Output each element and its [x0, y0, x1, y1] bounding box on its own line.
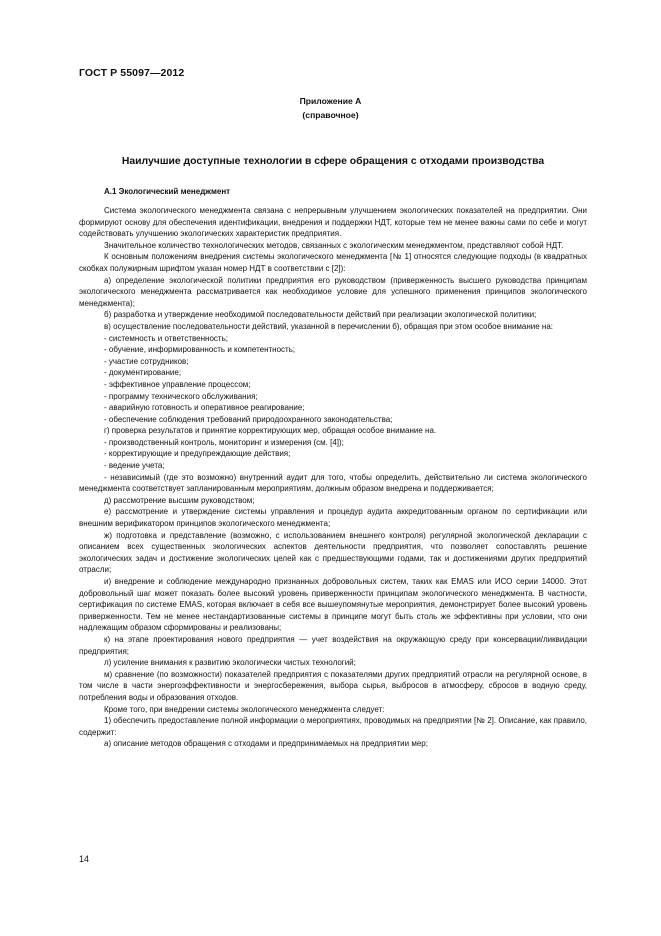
- bullet-item: - документирование;: [104, 368, 182, 378]
- document-header: ГОСТ Р 55097—2012: [79, 67, 185, 79]
- list-item: а) определение экологической политики предприятия его руководством (приверженность высшего руководства принципам экологического менеджмента рассматривается как необходимое условие для успешного применения принципов экологического менеджмента);: [79, 275, 587, 308]
- paragraph: Кроме того, при внедрении системы экологического менеджмента следует:: [104, 704, 385, 714]
- annex-type: (справочное): [302, 110, 359, 120]
- bullet-item: - эффективное управление процессом;: [104, 379, 251, 389]
- bullet-item: - обучение, информированность и компетентность;: [104, 345, 296, 355]
- annex-label: Приложение А: [299, 96, 362, 106]
- page-title: Наилучшие доступные технологии в сфере обращения с отходами производства: [121, 156, 545, 167]
- list-item: д) рассмотрение высшим руководством;: [104, 495, 255, 505]
- bullet-item: - аварийную готовность и оперативное реагирование;: [104, 403, 305, 413]
- list-item: а) описание методов обращения с отходами и предпринимаемых на предприятии мер;: [104, 739, 428, 749]
- bullet-item: - корректирующие и предупреждающие действия;: [104, 449, 291, 459]
- page-number: 14: [79, 854, 90, 864]
- list-item: ж) подготовка и представление (возможно, с использованием внешнего контроля) регулярной экологической декларации с описанием всех существенных экологических аспектов деятельности предприятия, что позволяет сопоставлять решение экологических задач и достижение экологических целей как с предшествующими годами, так и достижениями других предприятий отрасли;: [79, 530, 587, 575]
- bullet-item: - системность и ответственность;: [104, 333, 228, 343]
- annex-heading: [0, 94, 661, 122]
- list-item: б) разработка и утверждение необходимой последовательности действий при реализации экологической политики;: [104, 310, 537, 320]
- bullet-item: - производственный контроль, мониторинг и измерения (см. [4]);: [104, 437, 344, 447]
- list-item: г) проверка результатов и принятие корректирующих мер, обращая особое внимание на.: [104, 426, 437, 436]
- list-item: в) осуществление последовательности действий, указанной в перечислении б), обращая при этом особое внимание на:: [104, 321, 554, 331]
- bullet-item: - обеспечение соблюдения требований природоохранного законодательства;: [104, 414, 393, 424]
- bullet-item: - программу технического обслуживания;: [104, 391, 258, 401]
- list-item: л) усиление внимания к развитию экологически чистых технологий;: [104, 658, 356, 668]
- list-item: е) рассмотрение и утверждение системы управления и процедур аудита аккредитованным органом по сертификации или внешним верификатором принципов экологического менеджмента;: [79, 507, 587, 529]
- bullet-item: - участие сотрудников;: [104, 356, 189, 366]
- bullet-item: - независимый (где это возможно) внутренний аудит для того, чтобы определить, действительно ли система экологического менеджмента соответствует запланированным мероприятиям, должным образом внедрена и поддерживается;: [79, 472, 587, 494]
- paragraph: Значительное количество технологических методов, связанных с экологическим менеджментом, представляют собой НДТ.: [104, 240, 564, 250]
- bullet-item: - ведение учета;: [104, 461, 165, 471]
- paragraph: Система экологического менеджмента связана с непрерывным улучшением экологических показателей на предприятии. Они формируют основу для обеспечения идентификации, внедрения и поддержки НДТ, которые тем не менее важны сами по себе и могут содействовать улучшению экологических характеристик предприятия.: [79, 206, 587, 239]
- body-text: [79, 205, 587, 750]
- list-item: м) сравнение (по возможности) показателей предприятия с показателями других предприятий отрасли на регулярной основе, в том числе в части энергоэффективности и энергосбережения, выбора сырья, выбросов в атмосферу, сбросов в водную среду, потребления воды и образования отходов.: [79, 669, 587, 702]
- list-item: к) на этапе проектирования нового предприятия — учет воздействия на окружающую среду при консервации/ликвидации предприятия;: [79, 634, 587, 656]
- paragraph: К основным положениям внедрения системы экологического менеджмента [№ 1] относятся следующие подходы (в квадратных скобках полужирным шрифтом указан номер НДТ в соответствии с [2]):: [79, 252, 587, 273]
- list-item: 1) обеспечить предоставление полной информации о мероприятиях, проводимых на предприятии [№ 2]. Описание, как правило, содержит:: [79, 716, 587, 737]
- section-heading: А.1 Экологический менеджмент: [104, 187, 231, 196]
- list-item: и) внедрение и соблюдение международно признанных добровольных систем, таких как EMAS или ИСО серии 14000. Этот добровольный шаг может показать более высокий уровень приверженности принципам экологического менеджмента. В частности, сертификация по системе EMAS, которая включает в себя все вышеупомянутые мероприятия, демонстрирует более высокий уровень приверженности. Тем не менее нестандартизованные системы в принципе могут быть столь же эффективны при условии, что они надлежащим образом сформированы и реализованы;: [79, 577, 587, 633]
